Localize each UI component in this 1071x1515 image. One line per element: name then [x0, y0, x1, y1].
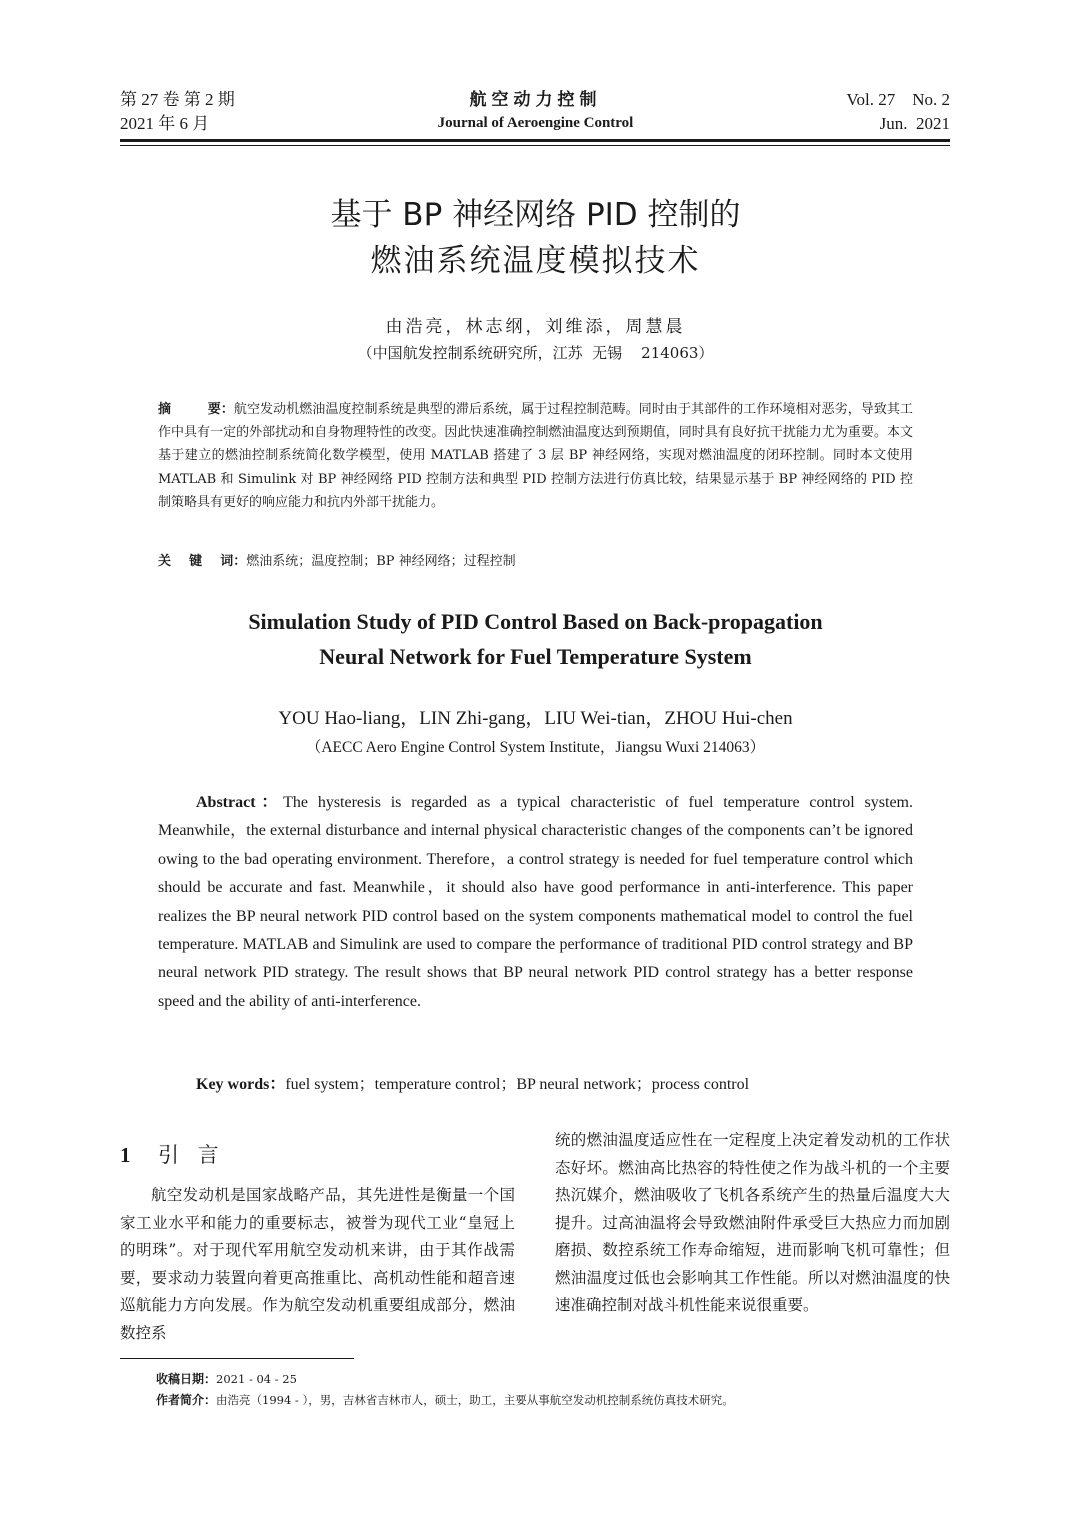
abstract-en-label: Abstract：: [196, 794, 284, 811]
date-cn: 2021 年 6 月: [120, 114, 210, 133]
section-title: 引 言: [158, 1143, 225, 1167]
volume-issue-cn: 第 27 卷 第 2 期: [120, 90, 235, 109]
abstract-cn: [158, 398, 913, 514]
footnote-author: [156, 1391, 936, 1409]
abstract-cn-text: 航空发动机燃油温度控制系统是典型的滞后系统，属于过程控制范畴。同时由于其部件的工作环境相对恶劣，导致其工作中具有一定的外部扰动和自身物理特性的改变。因此快速准确控制燃油温度达到预期值，同时具有良好抗干扰能力尤为重要。本文基于建立的燃油控制系统简化数学模型，使用 MATLAB 搭建了 3 层 BP 神经网络，实现对燃油温度的闭环控制。同时本文使用 MATLAB 和 Simulink 对 BP 神经网络 PID 控制方法和典型 PID 控制方法进行仿真比较，结果显示基于 BP 神经网络的 PID 控制策略具有更好的响应能力和抗内外部干扰能力。: [158, 402, 913, 510]
intro-paragraph-continued: 统的燃油温度适应性在一定程度上决定着发动机的工作状态好坏。燃油高比热容的特性使之作为战斗机的一个主要热沉媒介，燃油吸收了飞机各系统产生的热量后温度大大提升。过高油温将会导致燃油附件承受巨大热应力而加剧磨损、数控系统工作寿命缩短，进而影响飞机可靠性；但燃油温度过低也会影响其工作性能。所以对燃油温度的快速准确控制对战斗机性能来说很重要。: [555, 1131, 950, 1314]
body-column-right: [555, 1127, 950, 1320]
title-cn-line1: 基于 BP 神经网络 PID 控制的: [330, 197, 741, 233]
journal-name-en: Journal of Aeroengine Control: [437, 115, 634, 131]
author-bio-label: 作者简介：: [156, 1393, 217, 1407]
paper-title-cn: [0, 192, 1071, 284]
abstract-cn-label: 摘 要：: [158, 402, 234, 417]
intro-paragraph: 航空发动机是国家战略产品，其先进性是衡量一个国家工业水平和能力的重要标志，被誉为现代工业“皇冠上的明珠”。对于现代军用航空发动机来讲，由于其作战需要，要求动力装置向着更高推重比、高机动性能和超音速巡航能力方向发展。作为航空发动机重要组成部分，燃油数控系: [120, 1186, 515, 1342]
volume-issue-en: Vol. 27 No. 2: [846, 90, 950, 109]
footnote-rule: [120, 1358, 354, 1359]
authors-en: YOU Hao-liang，LIN Zhi-gang，LIU Wei-tian，ZHOU Hui-chen: [278, 708, 793, 729]
affiliation-cn: （中国航发控制系统研究所，江苏 无锡 214063）: [357, 344, 714, 362]
keywords-cn: [158, 552, 913, 572]
header-right: [846, 88, 950, 136]
keywords-en-label: Key words：: [196, 1076, 286, 1093]
section-heading: [120, 1140, 225, 1170]
date-en: Jun. 2021: [879, 114, 950, 133]
title-en-line1: Simulation Study of PID Control Based on Back-propagation: [248, 609, 823, 634]
abstract-en-text: The hysteresis is regarded as a typical characteristic of fuel temperature control system. Meanwhile，the external disturbance and internal physical characteristic changes of the components can’t be ignored owing to the bad operating environment. Therefore，a control strategy is needed for fuel temperature control which should be accurate and fast. Meanwhile，it should also have good performance in anti-interference. This paper realizes the BP neural network PID control based on the system components mathematical model to control the fuel temperature. MATLAB and Simulink are used to compare the performance of traditional PID control strategy and BP neural network PID strategy. The result shows that BP neural network PID control strategy has a better response speed and the ability of anti-interference.: [158, 794, 914, 1010]
section-number: 1: [120, 1143, 131, 1167]
paper-title-en: [0, 604, 1071, 674]
header-rule-thick: [120, 139, 950, 142]
keywords-cn-label: 关 键 词：: [158, 554, 247, 569]
abstract-en: [158, 789, 913, 1016]
authors-cn: 由浩亮，林志纲，刘维添，周慧晨: [385, 317, 686, 337]
affiliation-en: （AECC Aero Engine Control System Institute，Jiangsu Wuxi 214063）: [305, 739, 766, 756]
footnote-received: [156, 1370, 936, 1388]
keywords-cn-text: 燃油系统；温度控制；BP 神经网络；过程控制: [246, 554, 516, 569]
body-column-left: [120, 1182, 515, 1347]
title-en-line2: Neural Network for Fuel Temperature System: [319, 644, 752, 669]
title-cn-line2: 燃油系统温度模拟技术: [370, 243, 701, 279]
keywords-en: [196, 1073, 913, 1097]
received-label: 收稿日期：: [156, 1372, 217, 1386]
header-rule-thin: [120, 145, 950, 146]
keywords-en-text: fuel system；temperature control；BP neural network；process control: [285, 1076, 750, 1093]
received-value: 2021 - 04 - 25: [216, 1372, 297, 1386]
author-bio-value: 由浩亮（1994 - ），男，吉林省吉林市人，硕士，助工，主要从事航空发动机控制系统仿真技术研究。: [216, 1393, 734, 1407]
journal-name-cn: 航空动力控制: [469, 90, 602, 110]
